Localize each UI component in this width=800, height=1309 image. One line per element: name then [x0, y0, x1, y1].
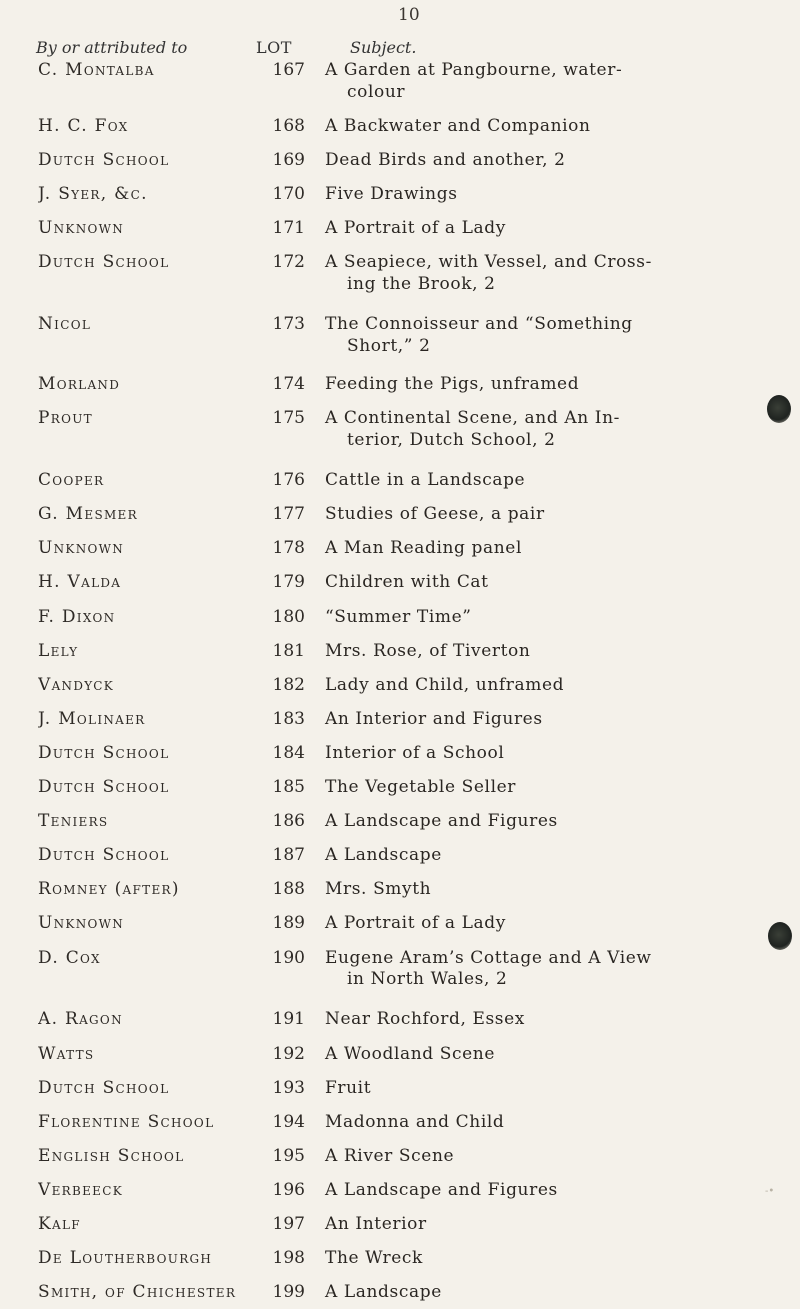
subject-column-header: Subject. [350, 38, 417, 57]
lot-subject [325, 150, 725, 172]
artist-name: G. Mesmer [38, 504, 138, 525]
subject-continuation: in North Wales, 2 [347, 969, 508, 990]
lot-subject [325, 879, 725, 901]
subject-continuation: ing the Brook, 2 [347, 274, 496, 295]
artist-name: Cooper [38, 470, 105, 491]
lot-subject [325, 252, 725, 296]
lot-number: 195 [272, 1145, 305, 1166]
lot-subject [325, 675, 725, 697]
artist-name: H. C. Fox [38, 115, 129, 136]
lot-number: 196 [272, 1179, 305, 1200]
artist-column-header: By or attributed to [36, 38, 188, 57]
lot-number: 194 [272, 1111, 305, 1132]
artist-name: Dutch School [38, 1077, 170, 1098]
artist-name: Teniers [38, 811, 109, 832]
lot-subject [325, 1044, 725, 1066]
subject-continuation: Short,” 2 [347, 335, 431, 356]
artist-name: D. Cox [38, 947, 101, 968]
subject-line: A River Scene [325, 1145, 455, 1166]
artist-name: Romney (after) [38, 879, 180, 900]
artist-name: Morland [38, 374, 121, 395]
page-mark: -• [765, 1186, 775, 1197]
lot-number: 175 [272, 408, 305, 429]
artist-name: Dutch School [38, 742, 170, 763]
lot-number: 182 [272, 674, 305, 695]
subject-line: A Landscape and Figures [325, 1179, 558, 1200]
lot-subject [325, 1078, 725, 1100]
lot-number: 186 [272, 811, 305, 832]
artist-name: Unknown [38, 218, 125, 239]
subject-continuation: colour [347, 81, 406, 102]
subject-line: Feeding the Pigs, unframed [325, 374, 580, 395]
artist-name: A. Ragon [38, 1009, 123, 1030]
lot-subject [325, 1146, 725, 1168]
subject-line: A Portrait of a Lady [325, 218, 506, 239]
lot-subject [325, 777, 725, 799]
lot-number: 168 [272, 115, 305, 136]
lot-subject [325, 538, 725, 560]
subject-line: A Landscape and Figures [325, 811, 558, 832]
subject-line: Dead Birds and another, 2 [325, 150, 566, 170]
lot-number: 167 [272, 60, 305, 80]
lot-number: 179 [272, 572, 305, 593]
subject-line: Children with Cat [325, 572, 489, 593]
subject-line: Fruit [325, 1077, 372, 1098]
artist-name: Florentine School [38, 1111, 215, 1132]
lot-number: 174 [272, 374, 305, 395]
lot-number: 198 [272, 1248, 305, 1269]
lot-subject [325, 913, 725, 935]
artist-name: J. Syer, &c. [38, 184, 148, 205]
lot-subject [325, 1214, 725, 1236]
lot-number: 193 [272, 1077, 305, 1098]
lot-number: 171 [272, 218, 305, 239]
lot-subject [325, 743, 725, 765]
page-number: 10 [398, 5, 420, 25]
lot-number: 180 [272, 606, 305, 627]
lot-subject [325, 1180, 725, 1202]
binding-hole [768, 922, 792, 950]
lot-subject [325, 314, 725, 358]
lot-subject [325, 1282, 725, 1304]
subject-line: A Backwater and Companion [325, 115, 591, 136]
lot-number: 191 [272, 1009, 305, 1030]
subject-line: A Continental Scene, and An In- [325, 408, 620, 429]
lot-number: 173 [272, 314, 305, 335]
lot-subject [325, 845, 725, 867]
lot-subject [325, 1009, 725, 1031]
subject-line: Lady and Child, unframed [325, 674, 565, 695]
artist-name: H. Valda [38, 572, 122, 593]
subject-line: A Garden at Pangbourne, water- [325, 60, 623, 80]
lot-number: 169 [272, 150, 305, 170]
subject-line: The Connoisseur and “Something [325, 314, 633, 335]
artist-name: Dutch School [38, 845, 170, 866]
artist-name: C. Montalba [38, 60, 155, 80]
subject-line: The Vegetable Seller [325, 777, 516, 797]
artist-name: Vandyck [38, 674, 115, 695]
artist-name: Verbeeck [38, 1179, 123, 1200]
lot-number: 185 [272, 777, 305, 797]
lot-subject [325, 374, 725, 396]
lot-subject [325, 1248, 725, 1270]
lot-subject [325, 470, 725, 492]
lot-number: 197 [272, 1214, 305, 1234]
subject-line: Mrs. Smyth [325, 879, 432, 900]
lot-column-header: LOT [256, 38, 292, 57]
subject-line: Madonna and Child [325, 1111, 505, 1132]
lot-subject [325, 709, 725, 731]
subject-line: “Summer Time” [325, 606, 472, 627]
artist-name: F. Dixon [38, 606, 116, 627]
subject-line: The Wreck [325, 1248, 423, 1269]
lot-number: 178 [272, 538, 305, 559]
artist-name: English School [38, 1145, 185, 1166]
binding-hole [767, 395, 791, 423]
subject-line: Five Drawings [325, 184, 458, 205]
artist-name: Unknown [38, 913, 125, 934]
lot-subject [325, 811, 725, 833]
artist-name: Lely [38, 640, 79, 661]
lot-number: 181 [272, 640, 305, 661]
artist-name: J. Molinaer [38, 708, 146, 729]
lot-subject [325, 572, 725, 594]
subject-line: A Woodland Scene [325, 1043, 495, 1064]
artist-name: Dutch School [38, 252, 170, 273]
subject-line: A Portrait of a Lady [325, 913, 506, 934]
lot-subject [325, 408, 725, 452]
lot-subject [325, 218, 725, 240]
subject-line: A Landscape [325, 845, 442, 866]
artist-name: Watts [38, 1043, 95, 1064]
artist-name: De Loutherbourgh [38, 1248, 213, 1269]
subject-line: A Landscape [325, 1282, 442, 1303]
artist-name: Smith, of Chichester [38, 1282, 237, 1303]
subject-line: Eugene Aram’s Cottage and A View [325, 947, 652, 968]
lot-subject [325, 948, 725, 992]
lot-number: 192 [272, 1043, 305, 1064]
lot-number: 187 [272, 845, 305, 866]
lot-number: 170 [272, 184, 305, 205]
lot-number: 177 [272, 504, 305, 525]
lot-number: 176 [272, 470, 305, 491]
lot-number: 172 [272, 252, 305, 273]
lot-subject [325, 1112, 725, 1134]
lot-number: 199 [272, 1282, 305, 1303]
subject-line: Interior of a School [325, 742, 505, 763]
artist-name: Unknown [38, 538, 125, 559]
subject-line: An Interior [325, 1214, 427, 1234]
subject-line: Near Rochford, Essex [325, 1009, 525, 1030]
subject-line: Cattle in a Landscape [325, 470, 526, 491]
lot-subject [325, 607, 725, 629]
lot-number: 184 [272, 742, 305, 763]
lot-number: 189 [272, 913, 305, 934]
subject-line: A Seapiece, with Vessel, and Cross- [325, 252, 652, 273]
subject-continuation: terior, Dutch School, 2 [347, 429, 556, 450]
artist-name: Kalf [38, 1214, 81, 1234]
artist-name: Dutch School [38, 150, 170, 170]
artist-name: Nicol [38, 314, 92, 335]
subject-line: Mrs. Rose, of Tiverton [325, 640, 531, 661]
subject-line: A Man Reading panel [325, 538, 522, 559]
artist-name: Prout [38, 408, 93, 429]
lot-number: 188 [272, 879, 305, 900]
lot-subject [325, 116, 725, 138]
lot-subject [325, 641, 725, 663]
lot-number: 183 [272, 708, 305, 729]
lot-number: 190 [272, 947, 305, 968]
subject-line: Studies of Geese, a pair [325, 504, 545, 525]
lot-subject [325, 184, 725, 206]
artist-name: Dutch School [38, 777, 170, 797]
subject-line: An Interior and Figures [325, 708, 543, 729]
lot-subject [325, 60, 725, 104]
lot-subject [325, 504, 725, 526]
